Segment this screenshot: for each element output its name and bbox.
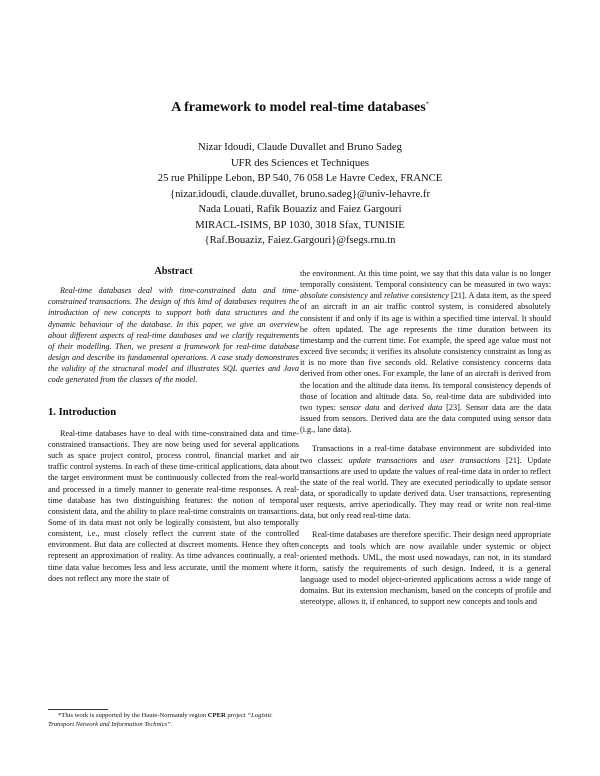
title-footnote-mark: * (425, 101, 429, 108)
right-paragraph-1 (300, 268, 551, 435)
footnote-rule (48, 709, 108, 710)
text-run: [23]. Sensor data are the data issued from sensors. Derived data are the data computed using sensor data (i.g., lane data). (300, 402, 552, 435)
text-run: the environment. At this time point, we say that this data value is no longer temporally consistent. Temporal consistency can be measured in two ways: (300, 269, 551, 290)
address-1: 25 rue Philippe Lebon, BP 540, 76 058 Le Havre Cedex, FRANCE (157, 173, 443, 184)
affiliation-2: MIRACL-ISIMS, BP 1030, 3018 Sfax, TUNISIE (195, 219, 405, 231)
term-relative-consistency: relative consistency (384, 291, 449, 301)
right-column (300, 268, 551, 608)
footnote (48, 712, 299, 730)
section-heading-introduction: 1. Introduction (48, 406, 117, 418)
intro-paragraph-1: Real-time databases have to deal with time-constrained data and time-constrained transactions. They are now being used for several applications such as space project control, process control, financial market and air traffic control systems. In each of these time-critical applications, data about the target environment must be continuously collected from the real-world and processed in a timely manner to generate real-time responses. A real-time database has two distinguishing features: the notion of temporal consistent data, and the ability to place real-time constraints on transactions. Some of its data must not only be logically consistent, but also temporally consistent, i.e., must closely reflect the current state of the controlled environment. But data are collected at discreet moments. Hence they often represent an approximation of reality. As time advances continually, a real-time data value becomes less and less accurate, until the moment where it does not reflect any more the state of (48, 428, 299, 583)
author-block-2 (0, 202, 600, 249)
text-run: [21]. Update transactions are used to update the values of real-time data in order to reflect the state of the real world. They are executed periodically to update sensor data, or sporadically to update derived data. User transactions, representing user requests, arrive aperiodically. They may read or write non real-time data, but only read real-time data. (300, 455, 551, 521)
affiliation-1: UFR des Sciences et Techniques (231, 157, 369, 169)
right-paragraph-3: Real-time databases are therefore specific. Their design need appropriate concepts and tools which are now available under systemic or object oriented methods. UML, the most used nowadays, can not, in its standard form, satisfy the requirements of such design. Indeed, it is a general language used to model object-oriented applications across a wide range of domains. But its extension mechanism, based on the concepts of profile and stereotype, allows it, if enhanced, to support new concepts and tools and (300, 530, 551, 607)
term-absolute-consistency: absolute consistency (300, 291, 368, 301)
paper-title (0, 100, 600, 116)
text-run: and (379, 402, 400, 412)
text-run: and (417, 455, 441, 465)
title-text: A framework to model real-time databases (171, 100, 426, 115)
text-run: [21]. A data item, as the speed of an aircraft in an air traffic control system, is considered absolutely consistent if and only if its age is within a specified time interval. It should be often updated. The age represents the time duration between its timestamp and the current time. For example, the speed age value must not exceed five seconds; it verifies its absolute consistency constraint as long as it is no more than five seconds old. Relative consistency concerns data derived from other ones. For example, the lane of an aircraft is derived from the location and the altitude data items. Its temporal consistency depends of those of location and altitude data. So, real-time data are subdivided into two types: (300, 291, 551, 412)
text-run: and (367, 291, 385, 301)
footnote-project-name: “Logistic Transport Network and Information Technics” (48, 712, 273, 728)
author-block-1 (0, 140, 600, 202)
right-paragraph-2 (300, 443, 551, 521)
emails-1: {nizar.idoudi, claude.duvallet, bruno.sadeg}@univ-lehavre.fr (170, 188, 430, 200)
text-run: project (225, 712, 248, 719)
author-names-1: Nizar Idoudi, Claude Duvallet and Bruno Sadeg (198, 142, 402, 153)
term-sensor-data: sensor data (339, 402, 380, 412)
text-run: . (170, 720, 173, 728)
term-update-transactions: update transactions (348, 455, 418, 465)
term-user-transactions: user transactions (440, 455, 501, 465)
text-run: *This work is supported by the Haute-Normandy region (58, 712, 208, 719)
term-derived-data: derived data (399, 402, 443, 412)
author-names-2: Nada Louati, Rafik Bouaziz and Faiez Gargouri (198, 204, 402, 215)
footnote-cper: CPER (207, 712, 226, 719)
abstract-text: Real-time databases deal with time-constrained data and time-constrained transactions. The design of this kind of databases requires the introduction of new concepts to support both data structures and the dynamic behaviour of the database. In this paper, we give an overview about different aspects of real-time databases and we clarify requirements of their modelling. Then, we present a framework for real-time database design and describe its fundamental operations. A case study demonstrates the validity of the structural model and illustrates SQL queries and Java code generated from the classes of the model. (48, 286, 299, 385)
emails-2: {Raf.Bouaziz, Faiez.Gargouri}@fsegs.rnu.tn (204, 235, 396, 246)
text-run: Transactions in a real-time database environment are subdivided into two classes: (300, 444, 551, 465)
abstract-heading: Abstract (154, 266, 193, 277)
left-column (48, 266, 299, 584)
